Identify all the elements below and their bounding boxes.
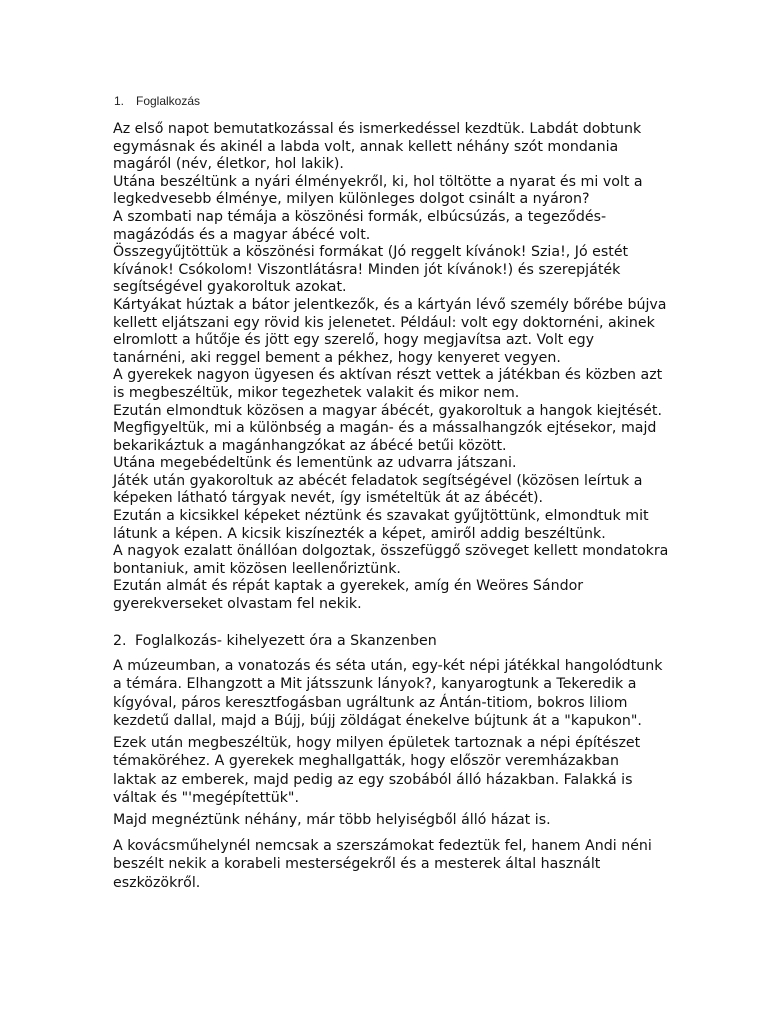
text-line: kellett eljátszani egy rövid kis jelenetet. Például: volt egy doktornéni, akinek — [113, 314, 655, 331]
text-line: elromlott a hűtője és jött egy szerelő, hogy megjavítsa azt. Volt egy — [113, 332, 594, 349]
text-line: Utána beszéltünk a nyári élményekről, ki, hol töltötte a nyarat és mi volt a — [113, 173, 643, 190]
text-line: gyerekverseket olvastam fel nekik. — [113, 596, 362, 613]
text-line: Az első napot bemutatkozással és ismerkedéssel kezdtük. Labdát dobtunk — [113, 121, 642, 137]
text-line: Összegyűjtöttük a köszönési formákat (Jó reggelt kívánok! Szia!, Jó estét — [113, 244, 629, 261]
text-line: Ezután a kicsikkel képeket néztünk és szavakat gyűjtöttünk, elmondtuk mit — [113, 508, 649, 525]
text-line: váltak és "'megépítettük". — [113, 790, 299, 807]
text-line: A szombati nap témája a köszönési formák, elbúcsúzás, a tegeződés- — [113, 208, 607, 225]
text-line: beszélt nekik a korabeli mesterségekről és a mesterek által használt — [113, 856, 601, 873]
text-line: is megbeszéltük, mikor tegezhetek valakit és mikor nem. — [113, 384, 520, 401]
text-line: eszközökről. — [113, 874, 201, 891]
text-line: magáról (név, életkor, hol lakik). — [113, 156, 344, 173]
text-line: A nagyok ezalatt önállóan dolgoztak, összefüggő szöveget kellett mondatokra — [113, 543, 669, 560]
text-line: látunk a képen. A kicsik kiszínezték a képet, amiről addig beszéltünk. — [113, 525, 606, 542]
text-line: Ezek után megbeszéltük, hogy milyen épületek tartoznak a népi építészet — [113, 735, 641, 751]
text-line: témaköréhez. A gyerekek meghallgatták, hogy először veremházakban — [113, 753, 619, 770]
section-1-heading — [114, 93, 200, 109]
text-line: magázódás és a magyar ábécé volt. — [113, 226, 371, 243]
text-line: kezdetű dallal, majd a Bújj, bújj zöldágat énekelve bújtunk át a "kapukon". — [113, 713, 642, 730]
paragraph — [113, 657, 693, 731]
section-2-number: 2. — [113, 633, 127, 649]
text-line: kívánok! Csókolom! Viszontlátásra! Minden jót kívánok!) és szerepjáték — [113, 261, 621, 278]
paragraph — [113, 837, 693, 892]
text-line: legkedvesebb élménye, milyen különleges dolgot csinált a nyáron? — [113, 191, 590, 208]
text-line: a témára. Elhangzott a Mit játsszunk lányok?, kanyarogtunk a Tekeredik a — [113, 676, 637, 693]
section-2-title: Foglalkozás- kihelyezett óra a Skanzenben — [135, 633, 437, 649]
text-line: bekarikáztuk a magánhangzókat az ábécé betűi között. — [113, 437, 507, 454]
text-line: A gyerekek nagyon ügyesen és aktívan részt vettek a játékban és közben azt — [113, 367, 663, 384]
text-line: laktak az emberek, majd pedig az egy szobából álló házakban. Falakká is — [113, 771, 633, 788]
text-line: Ezután elmondtuk közösen a magyar ábécét, gyakoroltuk a hangok kiejtését. — [113, 402, 662, 419]
text-line: Megfigyeltük, mi a különbség a magán- és a mássalhangzók ejtésekor, majd — [113, 420, 657, 437]
text-line: A kovácsműhelynél nemcsak a szerszámokat fedeztük fel, hanem Andi néni — [113, 838, 652, 854]
text-line: Majd megnéztünk néhány, már több helyiségből álló házat is. — [113, 812, 551, 828]
paragraph — [113, 734, 693, 808]
text-line: Utána megebédeltünk és lementünk az udvarra játszani. — [113, 455, 517, 472]
text-line: egymásnak és akinél a labda volt, annak kellett néhány szót mondania — [113, 138, 619, 155]
paragraph — [113, 811, 693, 829]
section-1-body — [113, 121, 693, 614]
text-line: tanárnéni, aki reggel bement a pékhez, hogy kenyeret vegyen. — [113, 349, 561, 366]
text-line: Kártyákat húztak a bátor jelentkezők, és a kártyán lévő személy bőrébe bújva — [113, 296, 667, 313]
text-line: segítségével gyakoroltuk azokat. — [113, 279, 347, 296]
section-2-heading — [113, 632, 437, 650]
text-line: A múzeumban, a vonatozás és séta után, egy-két népi játékkal hangolódtunk — [113, 658, 663, 674]
text-line: kígyóval, páros keresztfogásban ugráltunk az Ántán-titiom, bokros liliom — [113, 694, 628, 711]
section-1-number: 1. — [114, 94, 125, 108]
text-line: Ezután almát és répát kaptak a gyerekek, amíg én Weöres Sándor — [113, 578, 584, 595]
text-line: bontaniuk, amit közösen leellenőriztünk. — [113, 560, 401, 577]
text-line: Játék után gyakoroltuk az abécét feladatok segítségével (közösen leírtuk a — [113, 472, 643, 489]
section-1-title: Foglalkozás — [136, 94, 201, 108]
text-line: képeken látható tárgyak nevét, így ismételtük át az ábécét). — [113, 490, 544, 507]
